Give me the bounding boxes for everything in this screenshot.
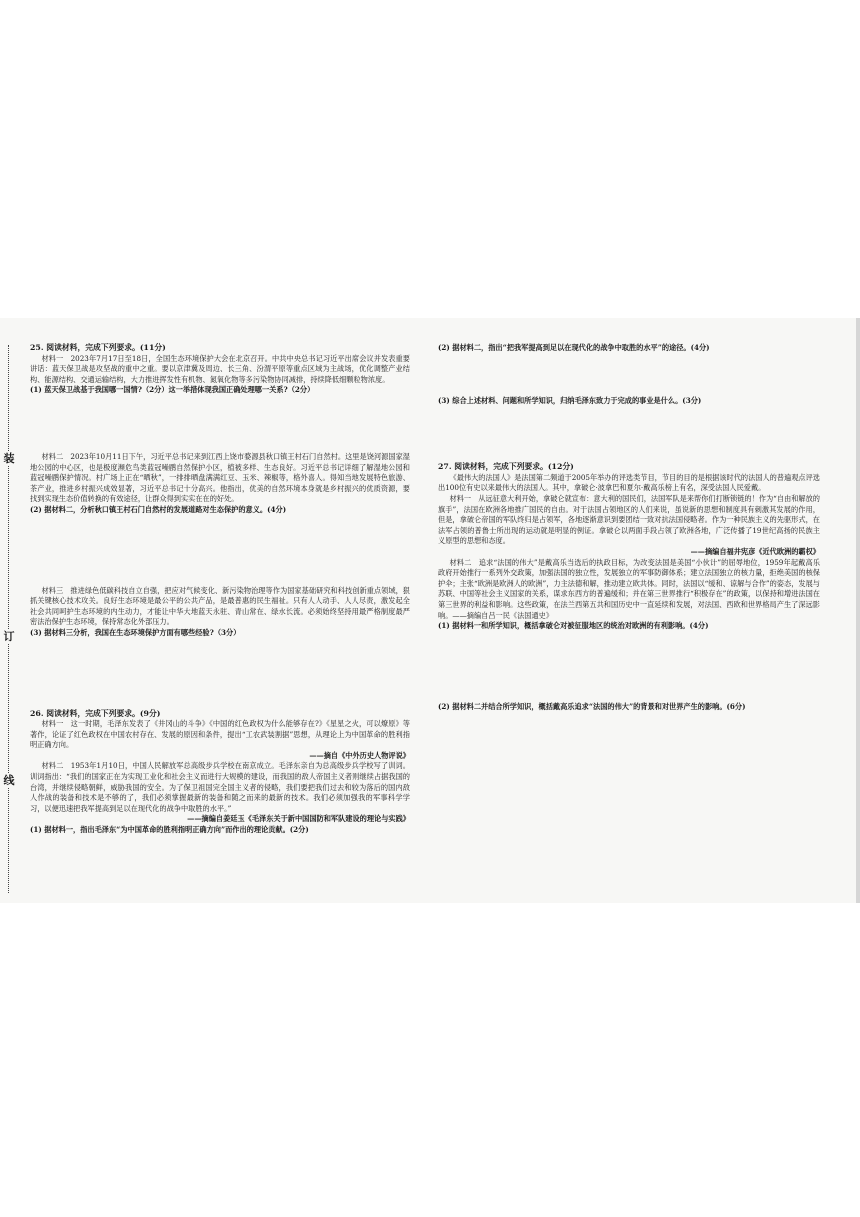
q26-question-3: (3) 综合上述材料、问题和所学知识，归纳毛泽东致力于完成的事业是什么。(3分) xyxy=(438,395,702,405)
q25-material-2: 材料二 2023年10月11日下午，习近平总书记来到江西上饶市婺源县秋口镇王村石门自然村。这里是饶河源国家湿地公园的中心区，也是极度濒危鸟类蓝冠噪鹛自然保护小区，植被多样、生态良好。习近平总书记详细了解湿地公园和蓝冠噪鹛保护情况。村广场上正在“晒秋”，一排排晒盘满满红豆、玉米、辣椒等，格外喜人。得知当地发展特色旅游、茶产业，推进乡村振兴成效显著，习近平总书记十分高兴。他指出，优美的自然环境本身就是乡村振兴的优质资源，要找到实现生态价值转换的有效途径，让群众得到实实在在的好处。 xyxy=(30,451,410,504)
q26-material-1: 材料一 这一时期，毛泽东发表了《井冈山的斗争》《中国的红色政权为什么能够存在?》《星星之火，可以燎原》等著作，论证了红色政权在中国农村存在、发展的原因和条件，提出“工农武装割据”思想，从理论上为中国革命的胜利指明正确方向。 xyxy=(30,719,410,750)
q27-question-1: (1) 据材料一和所学知识，概括拿破仑对被征服地区的统治对欧洲的有利影响。(4分) xyxy=(438,621,709,631)
q27-intro: 《最伟大的法国人》是法国第二频道于2005年举办的评选类节目，节目的目的是根据该时代的法国人的普遍观点评选出100位有史以来最伟大的法国人。其中，拿破仑·波拿巴和夏尔·戴高乐榜上有名，深受法国人民爱戴。 xyxy=(438,472,820,493)
q27-source-1: ——摘编自福井宪彦《近代欧洲的霸权》 xyxy=(690,546,820,556)
binding-mark-zhuang: 装 xyxy=(3,452,15,465)
q26-material-2: 材料二 1953年1月10日，中国人民解放军总高级步兵学校在南京成立。毛泽东亲自为总高级步兵学校写了训词。训词指出：“我们的国家正在为实现工业化和社会主义而进行大规模的建设，而我国的敌人帝国主义者则继续占据我国的台湾，并继续侵略朝鲜，威胁我国的安全。为了保卫祖国完全国主义者的侵略，我们要把我们过去和较为落后的国内敌人作战的装备和技术是不够的了，我们必须掌握最新的装备和随之而来的最新的技术。我们必须加强我的军事科学学习，以便迅速把我军提高到足以在现代化的战争中取胜的水平。” xyxy=(30,761,410,813)
q25-question-1: (1) 蓝天保卫战基于我国哪一国情?（2分）这一举措体现我国正确处理哪一关系?（2分） xyxy=(30,385,315,395)
q27-question-2: (2) 据材料二并结合所学知识，概括戴高乐追求“法国的伟大”的背景和对世界产生的影响。(6分) xyxy=(438,701,746,711)
q25-question-2: (2) 据材料二，分析秋口镇王村石门自然村的发展道路对生态保护的意义。(4分) xyxy=(30,504,287,514)
q25-material-3: 材料三 推进绿色低碳科技自立自强，把应对气候变化、新污染物治理等作为国家基础研究和科技创新重点领域，狠抓关键核心技术攻关。良好生态环境是最公平的公共产品，是最普惠的民生福祉。只有人人动手、人人尽责，激发起全社会共同呵护生态环境的内生动力，才能让中华大地蓝天永驻、青山常在、绿水长流。必须始终坚持用最严格制度最严密法治保护生态环境，保持常态化外部压力。 xyxy=(30,585,410,627)
q26-source-1: ——摘自《中外历史人物评说》 xyxy=(309,750,410,760)
answer-space xyxy=(30,396,410,452)
q26-source-2: ——摘编自姜廷玉《毛泽东关于新中国国防和军队建设的理论与实践》 xyxy=(187,814,410,824)
answer-space xyxy=(30,639,410,709)
binding-line xyxy=(8,345,9,893)
q26-question-1: (1) 据材料一，指出毛泽东“为中国革命的胜利指明正确方向”而作出的理论贡献。(2分) xyxy=(30,825,309,835)
q25-material-1: 材料一 2023年7月17日至18日，全国生态环境保护大会在北京召开。中共中央总书记习近平出席会议并发表重要讲话：蓝天保卫战是攻坚战的重中之重。要以京津冀及周边、长三角、汾渭平原等重点区域为主战场，优化调整产业结构、能源结构、交通运输结构，大力推进挥发性有机物、氮氧化物等多污染物协同减排，持续降低细颗粒物浓度。 xyxy=(30,353,410,384)
q25-question-3: (3) 据材料三分析，我国在生态环境保护方面有哪些经验?（3分） xyxy=(30,627,241,637)
right-column xyxy=(438,343,820,712)
left-column xyxy=(30,343,410,836)
q26-question-2: (2) 据材料二，指出“把我军提高到足以在现代化的战争中取胜的水平”的途径。(4分) xyxy=(438,343,710,352)
page-edge xyxy=(856,318,860,903)
q27-material-2: 材料二 追求“法国的伟大”是戴高乐当选后的执政目标，为改变法国是美国“小伙计”的屈辱地位，1959年起戴高乐政府开始推行一系列外交政策，加强法国的独立性，发展独立的军事防御体系；建立法国独立的核力量，拒绝美国的核保护伞；主张“欧洲是欧洲人的欧洲”，力主法德和解，推动建立欧共体。同时，法国以“缓和、谅解与合作”的姿态，发展与苏联、中国等社会主义国家的关系，谋求东西方的普遍缓和；并在第三世界推行“积极存在”的政策，以保持和增进法国在第三世界的利益和影响。这些政策，在法兰西第五共和国历史中一直延续和发展，对法国、西欧和世界格局产生了深远影响。——摘编自吕一民《法国通史》 xyxy=(438,557,820,620)
q27-material-1: 材料一 从远征意大利开始，拿破仑就宣布：意大利的国民们，法国军队是来帮你们打断锁链的！作为“自由和解放的旗手”，法国在欧洲各地推广国民的自由。对于法国占领地区的人们来说，虽说新的思想和制度具有刺激其发展的作用，但是，拿破仑帝国的军队终归是占领军，各地逐渐意识到要团结一致对抗法国侵略者。作为一种民族主义的先驱形式，在法军占领的普鲁士所出现的运动就是明显的例证。拿破仑以两面手段占领了欧洲各地，广泛传播了19世纪高扬的民族主义原型的思想和态度。 xyxy=(438,493,820,546)
answer-space xyxy=(438,406,820,462)
q27-heading: 27. 阅读材料，完成下列要求。(12分) xyxy=(438,462,574,472)
binding-mark-xian: 线 xyxy=(3,774,15,787)
answer-space xyxy=(438,632,820,702)
q25-heading: 25. 阅读材料，完成下列要求。(11分) xyxy=(30,343,166,352)
binding-mark-ding: 订 xyxy=(3,630,15,643)
answer-space xyxy=(438,354,820,396)
answer-space xyxy=(30,516,410,586)
q26-heading: 26. 阅读材料，完成下列要求。(9分) xyxy=(30,708,161,718)
